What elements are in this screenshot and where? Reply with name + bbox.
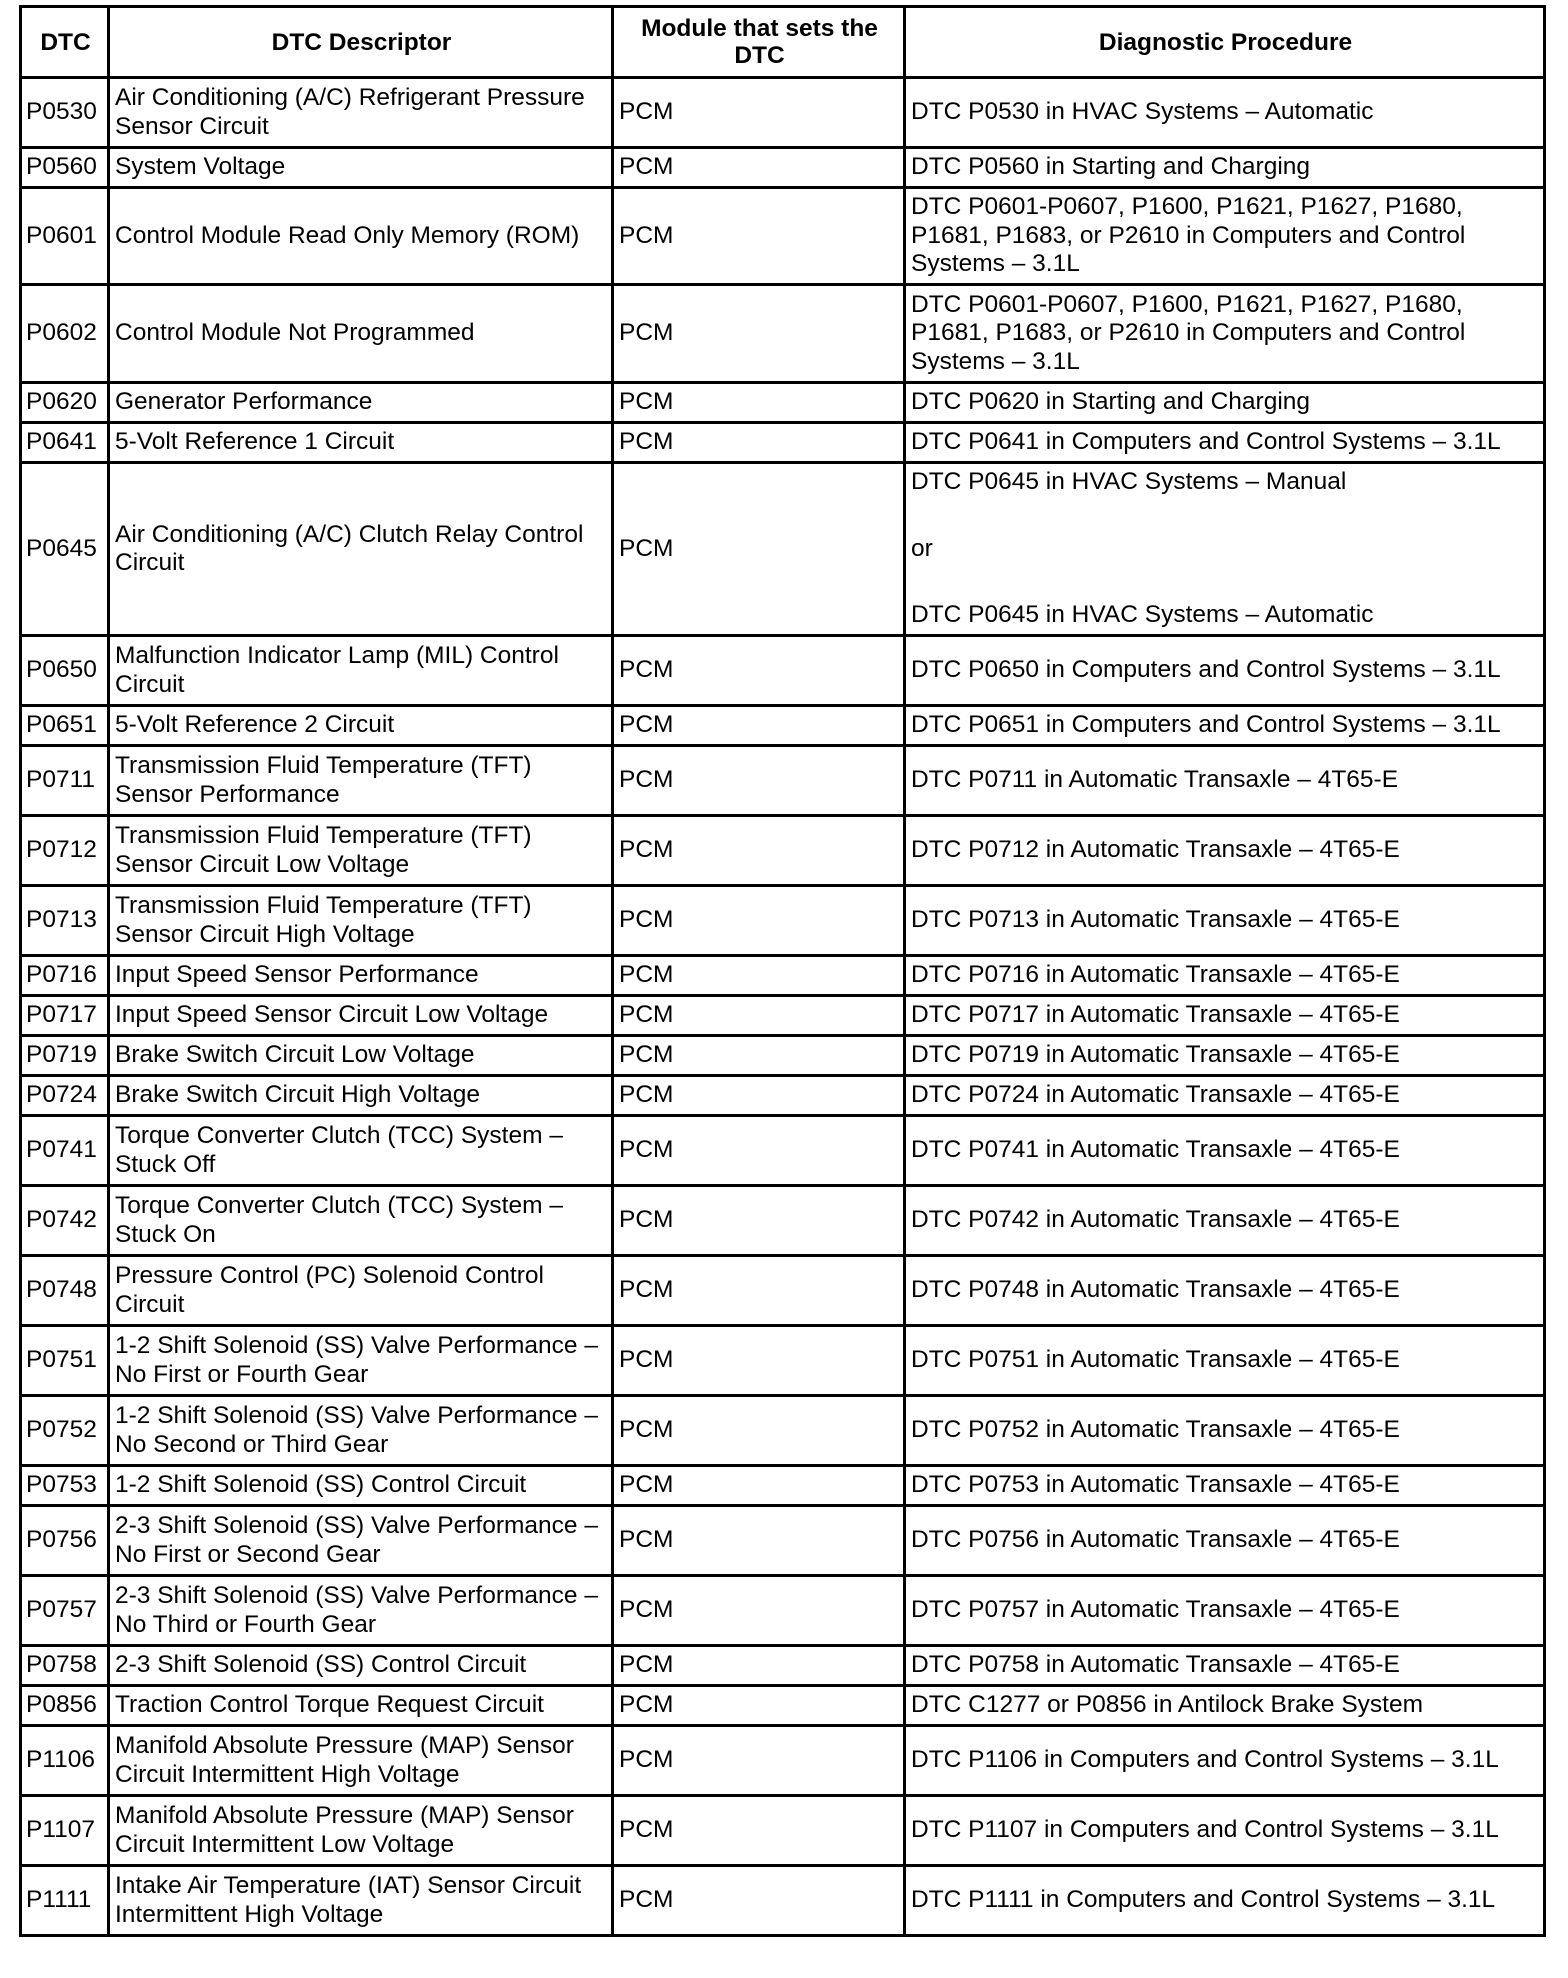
- procedure-line: DTC P0530 in HVAC Systems – Automatic: [911, 98, 1374, 126]
- table-row: [21, 423, 1545, 463]
- procedure-line: DTC P0645 in HVAC Systems – Automatic: [911, 601, 1374, 629]
- procedure-line: or: [911, 534, 933, 562]
- module-cell: PCM: [613, 383, 905, 423]
- diagnostic-procedure-cell: [905, 1796, 1545, 1866]
- module-cell: PCM: [613, 996, 905, 1036]
- dtc-descriptor-cell: Torque Converter Clutch (TCC) System – Stuck Off: [109, 1116, 613, 1186]
- procedure-line: DTC P0717 in Automatic Transaxle – 4T65-E: [911, 1001, 1400, 1029]
- diagnostic-procedure-cell: [905, 148, 1545, 188]
- dtc-code-cell: P0645: [21, 463, 109, 636]
- diagnostic-procedure-cell: [905, 1466, 1545, 1506]
- procedure-line: DTC P1106 in Computers and Control Systems – 3.1L: [911, 1746, 1499, 1774]
- dtc-code-cell: P0741: [21, 1116, 109, 1186]
- dtc-code-cell: P0651: [21, 706, 109, 746]
- table-row: [21, 1116, 1545, 1186]
- dtc-descriptor-cell: Transmission Fluid Temperature (TFT) Sensor Circuit Low Voltage: [109, 816, 613, 886]
- module-cell: PCM: [613, 1036, 905, 1076]
- table-row: [21, 956, 1545, 996]
- dtc-descriptor-cell: Brake Switch Circuit Low Voltage: [109, 1036, 613, 1076]
- diagnostic-procedure-cell: [905, 1866, 1545, 1936]
- dtc-descriptor-cell: 5-Volt Reference 1 Circuit: [109, 423, 613, 463]
- module-cell: PCM: [613, 746, 905, 816]
- dtc-code-cell: P1106: [21, 1726, 109, 1796]
- module-cell: PCM: [613, 636, 905, 706]
- table-row: [21, 285, 1545, 383]
- dtc-code-cell: P0530: [21, 78, 109, 148]
- procedure-line: DTC P0724 in Automatic Transaxle – 4T65-E: [911, 1081, 1400, 1109]
- dtc-descriptor-cell: Intake Air Temperature (IAT) Sensor Circuit Intermittent High Voltage: [109, 1866, 613, 1936]
- diagnostic-procedure-cell: [905, 1076, 1545, 1116]
- diagnostic-procedure-cell: [905, 423, 1545, 463]
- dtc-code-cell: P1107: [21, 1796, 109, 1866]
- table-row: [21, 1326, 1545, 1396]
- procedure-line: DTC P0757 in Automatic Transaxle – 4T65-E: [911, 1596, 1400, 1624]
- dtc-descriptor-cell: 2-3 Shift Solenoid (SS) Control Circuit: [109, 1646, 613, 1686]
- procedure-line: DTC P0711 in Automatic Transaxle – 4T65-E: [911, 766, 1399, 794]
- dtc-code-cell: P0620: [21, 383, 109, 423]
- table-row: [21, 1036, 1545, 1076]
- procedure-line: DTC P0645 in HVAC Systems – Manual: [911, 468, 1347, 496]
- dtc-descriptor-cell: Input Speed Sensor Performance: [109, 956, 613, 996]
- dtc-code-cell: P0757: [21, 1576, 109, 1646]
- module-cell: PCM: [613, 188, 905, 285]
- dtc-code-cell: P0756: [21, 1506, 109, 1576]
- procedure-line-gap: [911, 563, 1540, 601]
- module-cell: PCM: [613, 1256, 905, 1326]
- diagnostic-procedure-cell: [905, 1256, 1545, 1326]
- diagnostic-procedure-cell: [905, 383, 1545, 423]
- procedure-line: DTC P0748 in Automatic Transaxle – 4T65-E: [911, 1276, 1400, 1304]
- procedure-line-gap: [911, 497, 1540, 535]
- table-row: [21, 1256, 1545, 1326]
- table-row: [21, 463, 1545, 636]
- dtc-descriptor-cell: 2-3 Shift Solenoid (SS) Valve Performance – No First or Second Gear: [109, 1506, 613, 1576]
- procedure-line: DTC P0651 in Computers and Control Systems – 3.1L: [911, 711, 1501, 739]
- dtc-code-cell: P0758: [21, 1646, 109, 1686]
- procedure-line: DTC P0716 in Automatic Transaxle – 4T65-E: [911, 961, 1400, 989]
- dtc-descriptor-cell: 1-2 Shift Solenoid (SS) Control Circuit: [109, 1466, 613, 1506]
- diagnostic-procedure-cell: [905, 1036, 1545, 1076]
- dtc-descriptor-cell: Control Module Not Programmed: [109, 285, 613, 383]
- module-cell: PCM: [613, 1796, 905, 1866]
- diagnostic-procedure-cell: [905, 1186, 1545, 1256]
- diagnostic-procedure-cell: [905, 285, 1545, 383]
- dtc-descriptor-cell: Manifold Absolute Pressure (MAP) Sensor Circuit Intermittent High Voltage: [109, 1726, 613, 1796]
- diagnostic-procedure-cell: [905, 78, 1545, 148]
- dtc-descriptor-cell: Pressure Control (PC) Solenoid Control Circuit: [109, 1256, 613, 1326]
- table-row: [21, 1076, 1545, 1116]
- diagnostic-procedure-cell: [905, 1686, 1545, 1726]
- dtc-code-cell: P0856: [21, 1686, 109, 1726]
- dtc-code-cell: P0713: [21, 886, 109, 956]
- dtc-code-cell: P0716: [21, 956, 109, 996]
- dtc-descriptor-cell: Traction Control Torque Request Circuit: [109, 1686, 613, 1726]
- table-row: [21, 1186, 1545, 1256]
- table-row: [21, 1646, 1545, 1686]
- module-cell: PCM: [613, 148, 905, 188]
- dtc-descriptor-cell: 1-2 Shift Solenoid (SS) Valve Performance – No Second or Third Gear: [109, 1396, 613, 1466]
- diagnostic-procedure-cell: [905, 1506, 1545, 1576]
- procedure-line: DTC P0641 in Computers and Control Systems – 3.1L: [911, 428, 1501, 456]
- diagnostic-procedure-cell: [905, 996, 1545, 1036]
- dtc-code-cell: P0753: [21, 1466, 109, 1506]
- procedure-line: DTC P0742 in Automatic Transaxle – 4T65-E: [911, 1206, 1400, 1234]
- procedure-line: DTC P0712 in Automatic Transaxle – 4T65-E: [911, 836, 1400, 864]
- module-cell: PCM: [613, 1186, 905, 1256]
- table-row: [21, 1466, 1545, 1506]
- dtc-descriptor-cell: Brake Switch Circuit High Voltage: [109, 1076, 613, 1116]
- module-cell: PCM: [613, 1396, 905, 1466]
- module-cell: PCM: [613, 1506, 905, 1576]
- dtc-code-cell: P0717: [21, 996, 109, 1036]
- procedure-line: DTC P0753 in Automatic Transaxle – 4T65-E: [911, 1471, 1400, 1499]
- table-body: [21, 78, 1545, 1936]
- dtc-descriptor-cell: 5-Volt Reference 2 Circuit: [109, 706, 613, 746]
- dtc-code-cell: P0641: [21, 423, 109, 463]
- dtc-descriptor-cell: 2-3 Shift Solenoid (SS) Valve Performance – No Third or Fourth Gear: [109, 1576, 613, 1646]
- module-cell: PCM: [613, 886, 905, 956]
- diagnostic-procedure-cell: [905, 816, 1545, 886]
- procedure-line: DTC P0752 in Automatic Transaxle – 4T65-E: [911, 1416, 1400, 1444]
- header-dtc: DTC: [21, 7, 109, 78]
- header-module: Module that sets the DTC: [613, 7, 905, 78]
- dtc-code-cell: P0712: [21, 816, 109, 886]
- dtc-descriptor-cell: Control Module Read Only Memory (ROM): [109, 188, 613, 285]
- diagnostic-procedure-cell: [905, 746, 1545, 816]
- dtc-code-cell: P0742: [21, 1186, 109, 1256]
- dtc-code-cell: P0724: [21, 1076, 109, 1116]
- table-row: [21, 1726, 1545, 1796]
- module-cell: PCM: [613, 956, 905, 996]
- dtc-descriptor-cell: Air Conditioning (A/C) Clutch Relay Control Circuit: [109, 463, 613, 636]
- header-procedure: Diagnostic Procedure: [905, 7, 1545, 78]
- module-cell: PCM: [613, 706, 905, 746]
- dtc-descriptor-cell: Manifold Absolute Pressure (MAP) Sensor Circuit Intermittent Low Voltage: [109, 1796, 613, 1866]
- dtc-descriptor-cell: Air Conditioning (A/C) Refrigerant Pressure Sensor Circuit: [109, 78, 613, 148]
- dtc-code-cell: P1111: [21, 1866, 109, 1936]
- module-cell: PCM: [613, 1866, 905, 1936]
- dtc-code-cell: P0601: [21, 188, 109, 285]
- procedure-line: DTC P0719 in Automatic Transaxle – 4T65-E: [911, 1041, 1400, 1069]
- header-descriptor: DTC Descriptor: [109, 7, 613, 78]
- diagnostic-procedure-cell: [905, 1396, 1545, 1466]
- table-header-row: [21, 7, 1545, 78]
- dtc-descriptor-cell: System Voltage: [109, 148, 613, 188]
- diagnostic-procedure-cell: [905, 463, 1545, 636]
- diagnostic-procedure-cell: [905, 886, 1545, 956]
- diagnostic-procedure-cell: [905, 956, 1545, 996]
- diagnostic-procedure-cell: [905, 1116, 1545, 1186]
- procedure-line: DTC P0751 in Automatic Transaxle – 4T65-E: [911, 1346, 1400, 1374]
- procedure-line: DTC P0620 in Starting and Charging: [911, 388, 1311, 416]
- module-cell: PCM: [613, 1726, 905, 1796]
- table-row: [21, 706, 1545, 746]
- dtc-code-cell: P0748: [21, 1256, 109, 1326]
- table-row: [21, 636, 1545, 706]
- dtc-descriptor-cell: Transmission Fluid Temperature (TFT) Sensor Circuit High Voltage: [109, 886, 613, 956]
- module-cell: PCM: [613, 1466, 905, 1506]
- table-row: [21, 1686, 1545, 1726]
- table-row: [21, 996, 1545, 1036]
- procedure-line: DTC P0758 in Automatic Transaxle – 4T65-E: [911, 1651, 1400, 1679]
- module-cell: PCM: [613, 1326, 905, 1396]
- procedure-line: DTC P0601-P0607, P1600, P1621, P1627, P1680, P1681, P1683, or P2610 in Computers and Control Systems – 3.1L: [911, 290, 1466, 375]
- dtc-descriptor-cell: Transmission Fluid Temperature (TFT) Sensor Performance: [109, 746, 613, 816]
- table-row: [21, 1796, 1545, 1866]
- dtc-code-cell: P0650: [21, 636, 109, 706]
- dtc-code-cell: P0752: [21, 1396, 109, 1466]
- procedure-line: DTC P0650 in Computers and Control Systems – 3.1L: [911, 656, 1501, 684]
- table-row: [21, 148, 1545, 188]
- table-row: [21, 886, 1545, 956]
- module-cell: PCM: [613, 1116, 905, 1186]
- table-row: [21, 1396, 1545, 1466]
- procedure-line: DTC C1277 or P0856 in Antilock Brake System: [911, 1691, 1424, 1719]
- diagnostic-procedure-cell: [905, 1326, 1545, 1396]
- procedure-line: DTC P0713 in Automatic Transaxle – 4T65-E: [911, 906, 1400, 934]
- module-cell: PCM: [613, 285, 905, 383]
- dtc-descriptor-cell: 1-2 Shift Solenoid (SS) Valve Performance – No First or Fourth Gear: [109, 1326, 613, 1396]
- dtc-table: [19, 5, 1546, 1937]
- module-cell: PCM: [613, 1076, 905, 1116]
- table-row: [21, 383, 1545, 423]
- table-row: [21, 746, 1545, 816]
- dtc-descriptor-cell: Generator Performance: [109, 383, 613, 423]
- diagnostic-procedure-cell: [905, 636, 1545, 706]
- dtc-descriptor-cell: Malfunction Indicator Lamp (MIL) Control Circuit: [109, 636, 613, 706]
- dtc-code-cell: P0751: [21, 1326, 109, 1396]
- diagnostic-procedure-cell: [905, 1646, 1545, 1686]
- table-row: [21, 1576, 1545, 1646]
- module-cell: PCM: [613, 816, 905, 886]
- table-row: [21, 1506, 1545, 1576]
- procedure-line: DTC P1111 in Computers and Control Systems – 3.1L: [911, 1886, 1496, 1914]
- dtc-descriptor-cell: Torque Converter Clutch (TCC) System – Stuck On: [109, 1186, 613, 1256]
- table-row: [21, 1866, 1545, 1936]
- diagnostic-procedure-cell: [905, 188, 1545, 285]
- dtc-descriptor-cell: Input Speed Sensor Circuit Low Voltage: [109, 996, 613, 1036]
- procedure-line: DTC P0601-P0607, P1600, P1621, P1627, P1680, P1681, P1683, or P2610 in Computers and Control Systems – 3.1L: [911, 193, 1466, 278]
- procedure-line: DTC P0756 in Automatic Transaxle – 4T65-E: [911, 1526, 1400, 1554]
- procedure-line: DTC P0560 in Starting and Charging: [911, 153, 1311, 181]
- diagnostic-procedure-cell: [905, 1726, 1545, 1796]
- module-cell: PCM: [613, 463, 905, 636]
- module-cell: PCM: [613, 423, 905, 463]
- table-row: [21, 816, 1545, 886]
- diagnostic-procedure-cell: [905, 706, 1545, 746]
- procedure-line: DTC P1107 in Computers and Control Systems – 3.1L: [911, 1816, 1499, 1844]
- module-cell: PCM: [613, 78, 905, 148]
- table-row: [21, 78, 1545, 148]
- diagnostic-procedure-cell: [905, 1576, 1545, 1646]
- module-cell: PCM: [613, 1576, 905, 1646]
- dtc-code-cell: P0719: [21, 1036, 109, 1076]
- table-row: [21, 188, 1545, 285]
- dtc-code-cell: P0602: [21, 285, 109, 383]
- module-cell: PCM: [613, 1686, 905, 1726]
- dtc-code-cell: P0560: [21, 148, 109, 188]
- module-cell: PCM: [613, 1646, 905, 1686]
- procedure-line: DTC P0741 in Automatic Transaxle – 4T65-E: [911, 1136, 1400, 1164]
- dtc-code-cell: P0711: [21, 746, 109, 816]
